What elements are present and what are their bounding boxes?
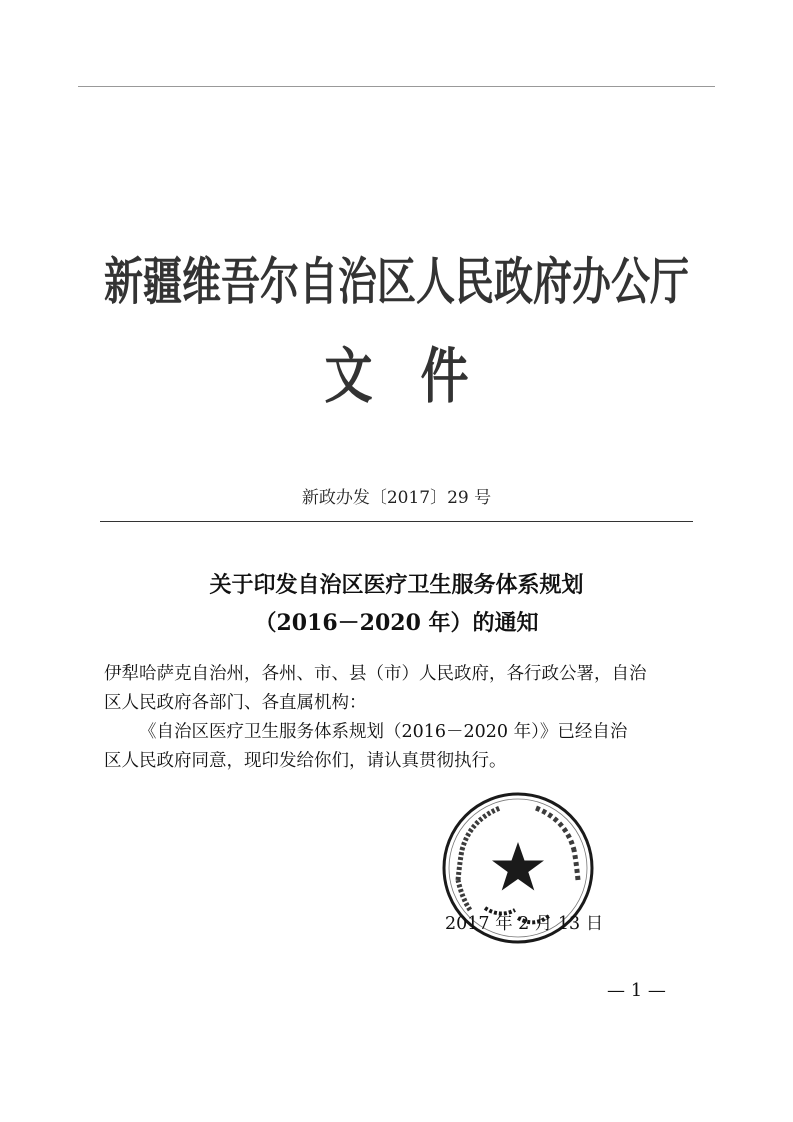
- seal-star-icon: [492, 842, 544, 891]
- body-paragraph-line-2: 区人民政府同意，现印发给你们，请认真贯彻执行。: [104, 751, 507, 771]
- notice-title-line-2: （2016－2020 年）的通知: [254, 610, 539, 636]
- notice-title-line-1: 关于印发自治区医疗卫生服务体系规划: [209, 572, 584, 598]
- addressee-line-2: 区人民政府各部门、各直属机构：: [104, 693, 367, 713]
- notice-body: [104, 660, 694, 776]
- issuer-name: 新疆维吾尔自治区人民政府办公厅: [103, 253, 689, 313]
- signature-date: 2017 年 2 月 13 日: [445, 914, 604, 934]
- header-divider: [100, 521, 693, 522]
- document-type: 文 件: [324, 341, 469, 412]
- document-number: 新政办发〔2017〕29 号: [301, 488, 492, 508]
- page-number: — 1 —: [607, 980, 666, 1001]
- addressee-line-1: 伊犁哈萨克自治州，各州、市、县（市）人民政府，各行政公署，自治: [104, 664, 647, 684]
- body-paragraph-line-1: 《自治区医疗卫生服务体系规划（2016－2020 年）》已经自治: [139, 722, 628, 742]
- notice-title: [0, 566, 793, 642]
- top-rule: [78, 86, 715, 87]
